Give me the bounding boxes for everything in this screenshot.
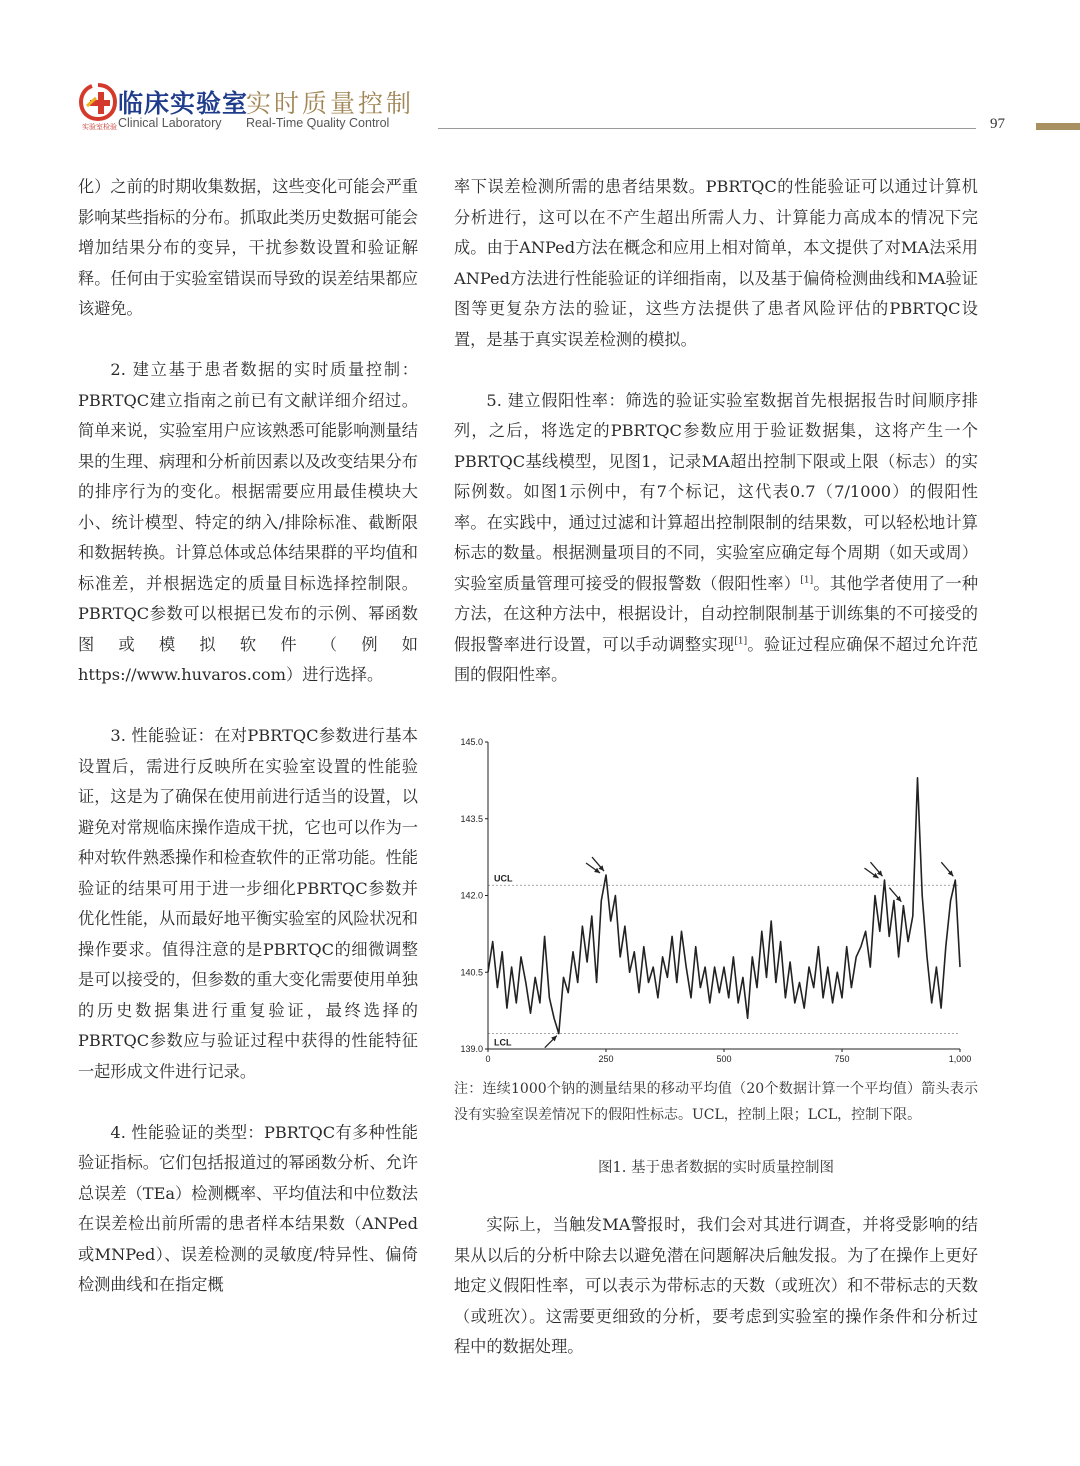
- control-chart: [452, 734, 980, 1070]
- x-tick-label: 0: [485, 1054, 491, 1064]
- header-rule: [438, 128, 976, 129]
- y-tick-label: 143.5: [460, 813, 483, 824]
- paragraph: 4. 性能验证的类型：PBRTQC有多种性能验证指标。它们包括报道过的幂函数分析、允许总误差（TEa）检测概率、平均值法和中位数法在误差检出前所需的患者样本结果数（ANPed或MNPed）、误差检测的灵敏度/特异性、偏倚检测曲线和在指定概: [78, 1122, 418, 1294]
- paragraph-text: 。其他学者使用了一种方法，在这种方法中，根据设计，自动控制限制基于训练集的不可接受的假报警率进行设置，可以手动调整实现: [454, 573, 979, 654]
- header-accent-bar: [1036, 123, 1080, 130]
- x-tick-label: 250: [598, 1054, 614, 1064]
- paragraph: 率下误差检测所需的患者结果数。PBRTQC的性能验证可以通过计算机分析进行，这可以在不产生超出所需人力、计算能力高成本的情况下完成。由于ANPed方法在概念和应用上相对简单，本文提供了对MA法采用ANPed方法进行性能验证的详细指南，以及基于偏倚检测曲线和MA验证图等更复杂方法的验证，这些方法提供了患者风险评估的PBRTQC设置，是基于真实误差检测的模拟。: [454, 177, 978, 349]
- journal-title-en: Clinical Laboratory: [118, 116, 222, 130]
- figure-caption: 图1. 基于患者数据的实时质量控制图: [598, 1160, 834, 1176]
- citation-ref: [1]: [800, 575, 814, 586]
- paragraph: [454, 386, 978, 691]
- figure-note: 注：连续1000个钠的测量结果的移动平均值（20个数据计算一个平均值）箭头表示没有实验室误差情况下的假阳性标志。UCL，控制上限；LCL，控制下限。: [454, 1081, 978, 1123]
- x-tick-label: 750: [834, 1054, 850, 1064]
- journal-logo-icon: [78, 82, 118, 122]
- y-tick-label: 145.0: [460, 737, 483, 747]
- paragraph: 实际上，当触发MA警报时，我们会对其进行调查，并将受影响的结果从以后的分析中除去以避免潜在问题解决后触发报。为了在操作上更好地定义假阳性率，可以表示为带标志的天数（或班次）和不带标志的天数（或班次）。这需要更细致的分析，要考虑到实验室的操作条件和分析过程中的数据处理。: [454, 1215, 978, 1356]
- journal-section-en: Real-Time Quality Control: [246, 116, 390, 130]
- paragraph-text: 。验证过程应确保不超过允许范围的假阳性率。: [454, 634, 979, 684]
- ucl-label: UCL: [494, 873, 513, 884]
- lcl-label: LCL: [494, 1037, 512, 1048]
- journal-title: 临床实验室: [118, 89, 249, 118]
- y-tick-label: 139.0: [460, 1044, 483, 1054]
- page-header: [0, 0, 1080, 150]
- paragraph-text: 5. 建立假阳性率：筛选的验证实验室数据首先根据报告时间顺序排列，之后，将选定的PBRTQC参数应用于验证数据集，这将产生一个PBRTQC基线模型，见图1，记录MA超出控制下限或上限（标志）的实际例数。如图1示例中，有7个标记，这代表0.7（7/1000）的假阳性率。在实践中，通过过滤和计算超出控制限制的结果数，可以轻松地计算标志的数量。根据测量项目的不同，实验室应确定每个周期（如天或周）实验室质量管理可接受的假报警数（假阳性率）: [454, 390, 978, 593]
- y-tick-label: 142.0: [460, 890, 483, 901]
- right-column: [454, 172, 978, 691]
- logo-caption: 实验室检验: [82, 123, 117, 131]
- citation-ref: [1]: [734, 636, 748, 647]
- series-line: [488, 778, 960, 1034]
- x-tick-label: 1,000: [948, 1054, 972, 1064]
- journal-section-title: 实时质量控制: [246, 89, 415, 118]
- x-tick-label: 500: [716, 1054, 732, 1064]
- page-number: 97: [990, 116, 1005, 132]
- paragraph: 化）之前的时期收集数据，这些变化可能会严重影响某些指标的分布。抓取此类历史数据可能会增加结果分布的变异，干扰参数设置和验证解释。任何由于实验室错误而导致的误差结果都应该避免。: [78, 177, 418, 318]
- y-tick-label: 140.5: [460, 967, 483, 978]
- left-column: [78, 172, 418, 1301]
- paragraph: 3. 性能验证：在对PBRTQC参数进行基本设置后，需进行反映所在实验室设置的性能验证，这是为了确保在使用前进行适当的设置，以避免对常规临床操作造成干扰，它也可以作为一种对软件熟悉操作和检查软件的正常功能。性能验证的结果可用于进一步细化PBRTQC参数并优化性能，从而最好地平衡实验室的风险状况和操作要求。值得注意的是PBRTQC的细微调整是可以接受的，但参数的重大变化需要使用单独的历史数据集进行重复验证，最终选择的PBRTQC参数应与验证过程中获得的性能特征一起形成文件进行记录。: [78, 726, 418, 1081]
- paragraph: 2. 建立基于患者数据的实时质量控制：PBRTQC建立指南之前已有文献详细介绍过。简单来说，实验室用户应该熟悉可能影响测量结果的生理、病理和分析前因素以及改变结果分布的排序行为的变化。根据需要应用最佳模块大小、统计模型、特定的纳入/排除标准、截断限和数据转换。计算总体或总体结果群的平均值和标准差，并根据选定的质量目标选择控制限。PBRTQC参数可以根据已发布的示例、幂函数图或模拟软件（例如https://www.huvaros.com）进行选择。: [78, 360, 418, 684]
- right-column-lower: [454, 1210, 978, 1363]
